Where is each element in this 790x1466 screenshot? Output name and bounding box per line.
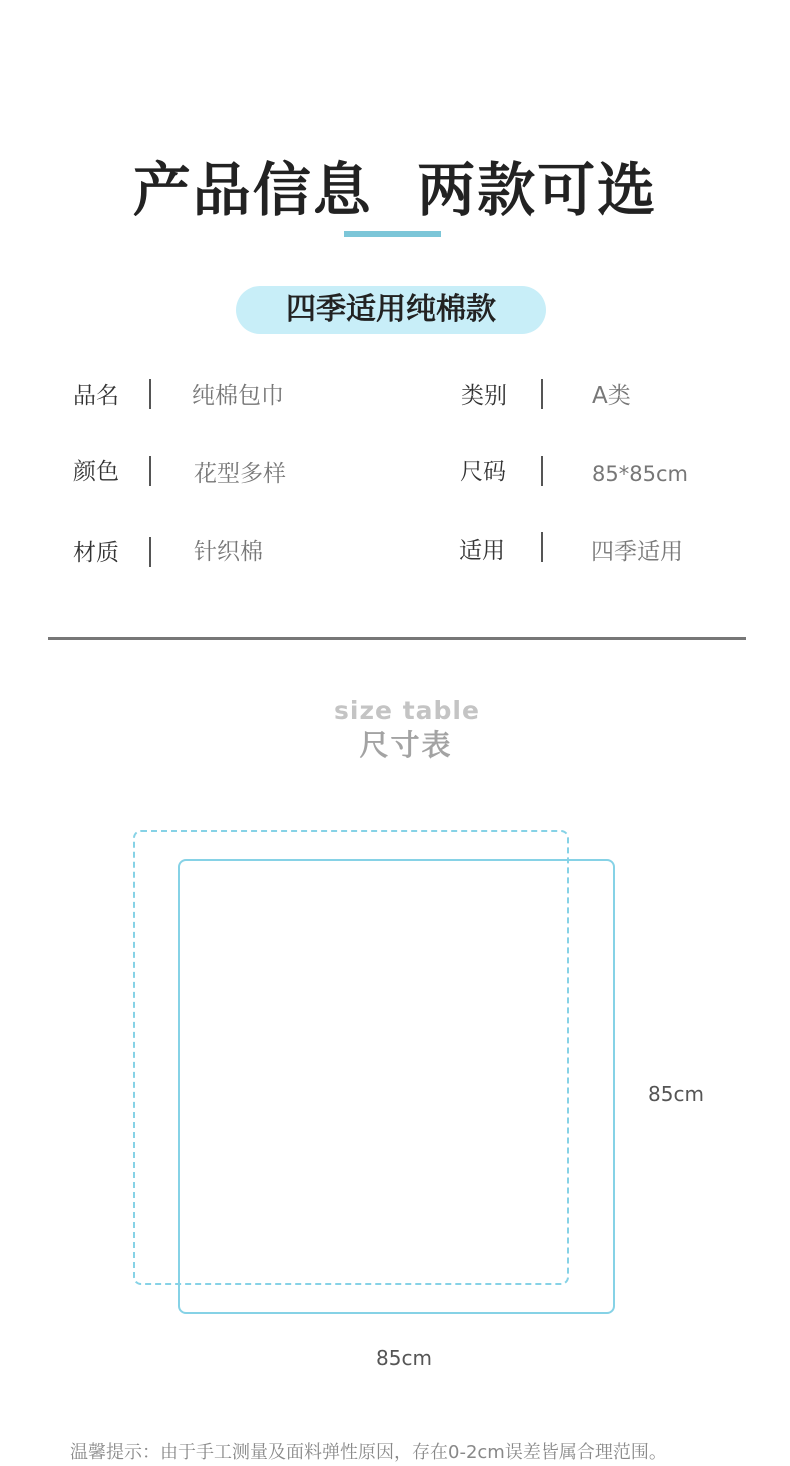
spec-label-color: 颜色 <box>73 459 119 485</box>
spec-value-size: 85*85cm <box>592 462 688 486</box>
spec-value-name: 纯棉包巾 <box>192 383 284 409</box>
dimension-height-label: 85cm <box>648 1082 704 1106</box>
spec-label-material: 材质 <box>73 540 119 566</box>
tolerance-note: 温馨提示：由于手工测量及面料弹性原因，存在0-2cm误差皆属合理范围。 <box>70 1442 667 1463</box>
size-table-title-cn: 尺寸表 <box>359 728 453 762</box>
page-title: 产品信息 两款可选 <box>132 156 658 224</box>
spec-separator <box>149 456 151 486</box>
spec-separator <box>149 537 151 567</box>
spec-value-season: 四季适用 <box>591 539 683 565</box>
section-divider <box>48 637 746 640</box>
variant-badge: 四季适用纯棉款 <box>236 286 546 334</box>
towel-outline-solid <box>178 859 615 1314</box>
spec-label-size: 尺码 <box>460 459 506 485</box>
spec-separator <box>149 379 151 409</box>
spec-value-category: A类 <box>592 383 631 409</box>
spec-value-material: 针织棉 <box>194 539 263 565</box>
spec-value-color: 花型多样 <box>194 461 286 487</box>
spec-label-name: 品名 <box>73 383 119 409</box>
spec-separator <box>541 456 543 486</box>
dimension-width-label: 85cm <box>376 1346 432 1370</box>
spec-separator <box>541 532 543 562</box>
spec-separator <box>541 379 543 409</box>
spec-label-season: 适用 <box>459 538 505 564</box>
size-table-title-en: size table <box>334 696 480 725</box>
spec-label-category: 类别 <box>461 383 507 409</box>
title-underline <box>344 231 441 237</box>
